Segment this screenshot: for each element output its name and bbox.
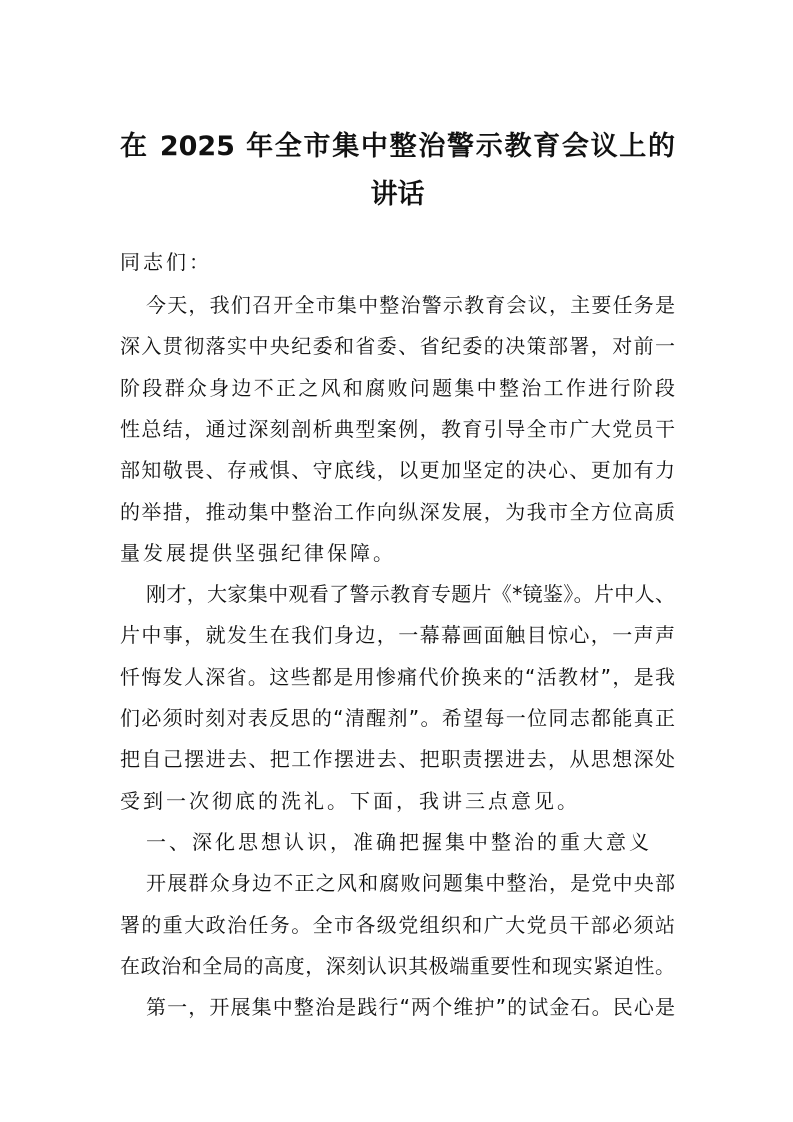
body-text-line: 署的重大政治任务。全市各级党组织和广大党员干部必须站: [120, 912, 675, 937]
body-text-line: 开展群众身边不正之风和腐败问题集中整治，是党中央部: [146, 871, 675, 896]
body-text-line: 忏悔发人深省。这些都是用惨痛代价换来的“活教材”，是我: [120, 664, 675, 689]
body-text-line: 今天，我们召开全市集中整治警示教育会议，主要任务是: [146, 293, 675, 317]
body-text-line: 部知敬畏、存戒惧、守底线，以更加坚定的决心、更加有力: [120, 458, 675, 483]
body-text-line: 在政治和全局的高度，深刻认识其极端重要性和现实紧迫性。: [120, 953, 675, 978]
body-text-line: 第一，开展集中整治是践行“两个维护”的试金石。民心是: [146, 995, 675, 1020]
body-text-line: 刚才，大家集中观看了警示教育专题片《*镜鉴》。片中人、: [146, 582, 675, 607]
document-title-line-2: 讲话: [370, 179, 425, 210]
body-text-line: 一、深化思想认识，准确把握集中整治的重大意义: [146, 829, 652, 854]
body-text-line: 片中事，就发生在我们身边，一幕幕画面触目惊心，一声声: [120, 623, 675, 648]
salutation: 同志们：: [120, 250, 212, 274]
body-text-line: 的举措，推动集中整治工作向纵深发展，为我市全方位高质: [120, 499, 675, 524]
body-text-line: 受到一次彻底的洗礼。下面，我讲三点意见。: [120, 788, 580, 813]
body-text-line: 性总结，通过深刻剖析典型案例，教育引导全市广大党员干: [120, 416, 675, 441]
body-text-line: 阶段群众身边不正之风和腐败问题集中整治工作进行阶段: [120, 375, 675, 400]
document-title-line-1: 在 2025 年全市集中整治警示教育会议上的: [120, 131, 675, 162]
body-text-line: 把自己摆进去、把工作摆进去、把职责摆进去，从思想深处: [120, 747, 675, 772]
body-text-line: 深入贯彻落实中央纪委和省委、省纪委的决策部署，对前一: [120, 334, 675, 359]
body-text-line: 量发展提供坚强纪律保障。: [120, 540, 396, 565]
body-text-line: 们必须时刻对表反思的“清醒剂”。希望每一位同志都能真正: [120, 706, 675, 730]
